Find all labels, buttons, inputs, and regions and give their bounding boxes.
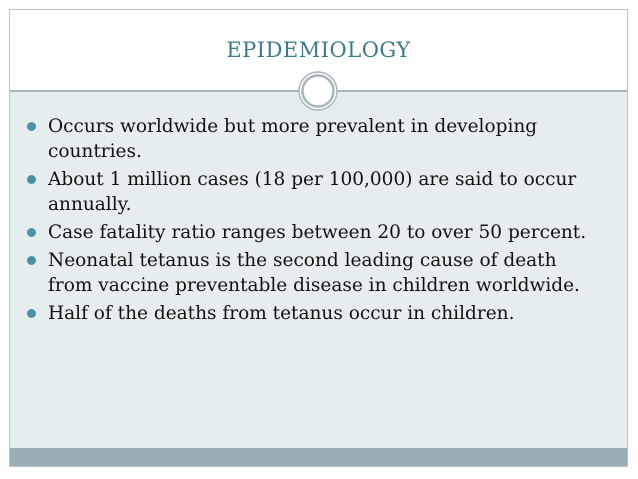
bullet-text: Neonatal tetanus is the second leading cause of death from vaccine preventable disease in children worldwide. — [48, 250, 580, 296]
ornament-icon — [298, 71, 338, 111]
bullet-item — [10, 220, 627, 245]
bullet-icon — [27, 122, 36, 131]
bullet-icon — [27, 228, 36, 237]
bullet-item — [10, 301, 627, 326]
bullet-text: Case fatality ratio ranges between 20 to over 50 percent. — [48, 222, 587, 243]
bullet-icon — [27, 256, 36, 265]
bullet-icon — [27, 309, 36, 318]
bullet-icon — [27, 175, 36, 184]
bullet-text: About 1 million cases (18 per 100,000) are said to occur annually. — [48, 169, 577, 215]
bullet-item — [10, 114, 627, 164]
bullet-item — [10, 167, 627, 217]
slide-title: EPIDEMIOLOGY — [226, 38, 411, 62]
slide-frame — [9, 9, 628, 467]
bullet-list — [10, 114, 627, 329]
bottom-band — [10, 448, 627, 466]
bullet-text: Half of the deaths from tetanus occur in children. — [48, 303, 515, 324]
bullet-text: Occurs worldwide but more prevalent in developing countries. — [48, 116, 538, 162]
bullet-item — [10, 248, 627, 298]
